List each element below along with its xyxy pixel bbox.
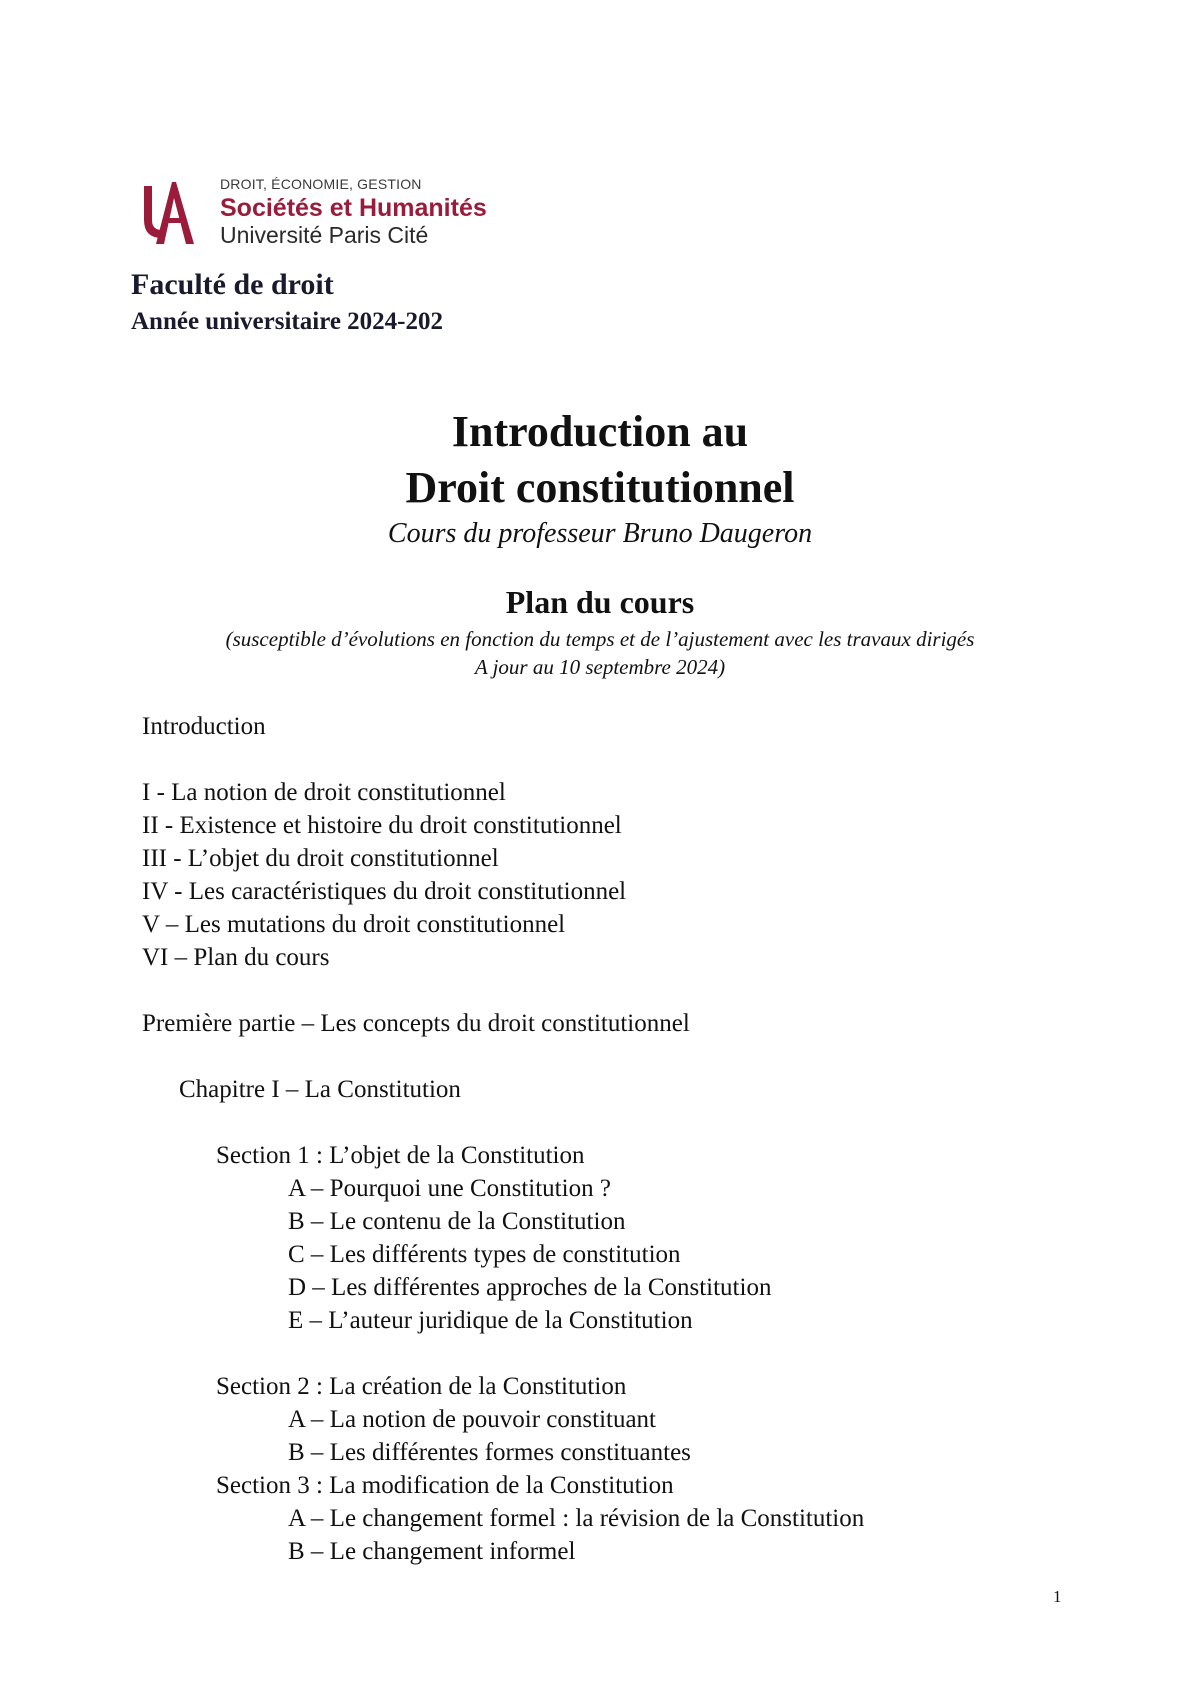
toc-section-item: D – Les différentes approches de la Constitution bbox=[288, 1274, 772, 1301]
toc-intro-item: VI – Plan du cours bbox=[142, 944, 330, 971]
toc-section-item: A – Pourquoi une Constitution ? bbox=[288, 1175, 611, 1202]
course-title-line2: Droit constitutionnel bbox=[405, 463, 795, 512]
faculty-name: Faculté de droit bbox=[131, 268, 334, 301]
plan-heading: Plan du cours bbox=[505, 584, 695, 620]
toc-chapter-heading: Chapitre I – La Constitution bbox=[179, 1076, 461, 1103]
logo-university-name: Université Paris Cité bbox=[220, 222, 429, 248]
toc-part-heading: Première partie – Les concepts du droit constitutionnel bbox=[142, 1010, 690, 1037]
toc-section-heading: Section 2 : La création de la Constitution bbox=[216, 1373, 627, 1400]
course-title-line1: Introduction au bbox=[451, 407, 749, 456]
plan-note-line1: (susceptible d’évolutions en fonction du temps et de l’ajustement avec les travaux dirigés bbox=[225, 627, 975, 651]
toc-section-heading: Section 1 : L’objet de la Constitution bbox=[216, 1142, 585, 1169]
toc-intro-item: V – Les mutations du droit constitutionnel bbox=[142, 911, 566, 938]
toc-section-item: A – Le changement formel : la révision de la Constitution bbox=[288, 1505, 865, 1532]
toc-section-item: B – Le changement informel bbox=[288, 1538, 576, 1565]
toc-intro-item: IV - Les caractéristiques du droit constitutionnel bbox=[142, 878, 627, 905]
page-number: 1 bbox=[1053, 1587, 1062, 1606]
logo-faculty-name: Sociétés et Humanités bbox=[220, 194, 487, 222]
toc-intro-item: III - L’objet du droit constitutionnel bbox=[142, 845, 499, 872]
toc-section-item: B – Le contenu de la Constitution bbox=[288, 1208, 626, 1235]
professor-line: Cours du professeur Bruno Daugeron bbox=[387, 518, 813, 549]
toc-section-item: C – Les différents types de constitution bbox=[288, 1241, 681, 1268]
toc-section-item: B – Les différentes formes constituantes bbox=[288, 1439, 691, 1466]
toc-section-heading: Section 3 : La modification de la Constitution bbox=[216, 1472, 674, 1499]
toc-section-item: A – La notion de pouvoir constituant bbox=[288, 1406, 657, 1433]
toc-intro-item: II - Existence et histoire du droit constitutionnel bbox=[142, 812, 622, 839]
toc-section-item: E – L’auteur juridique de la Constitution bbox=[288, 1307, 693, 1334]
academic-year: Année universitaire 2024-202 bbox=[131, 308, 444, 335]
logo-subtitle: DROIT, ÉCONOMIE, GESTION bbox=[220, 176, 422, 192]
plan-note-line2: A jour au 10 septembre 2024) bbox=[474, 655, 726, 679]
toc-intro-item: I - La notion de droit constitutionnel bbox=[142, 779, 506, 806]
toc-introduction: Introduction bbox=[142, 713, 266, 740]
